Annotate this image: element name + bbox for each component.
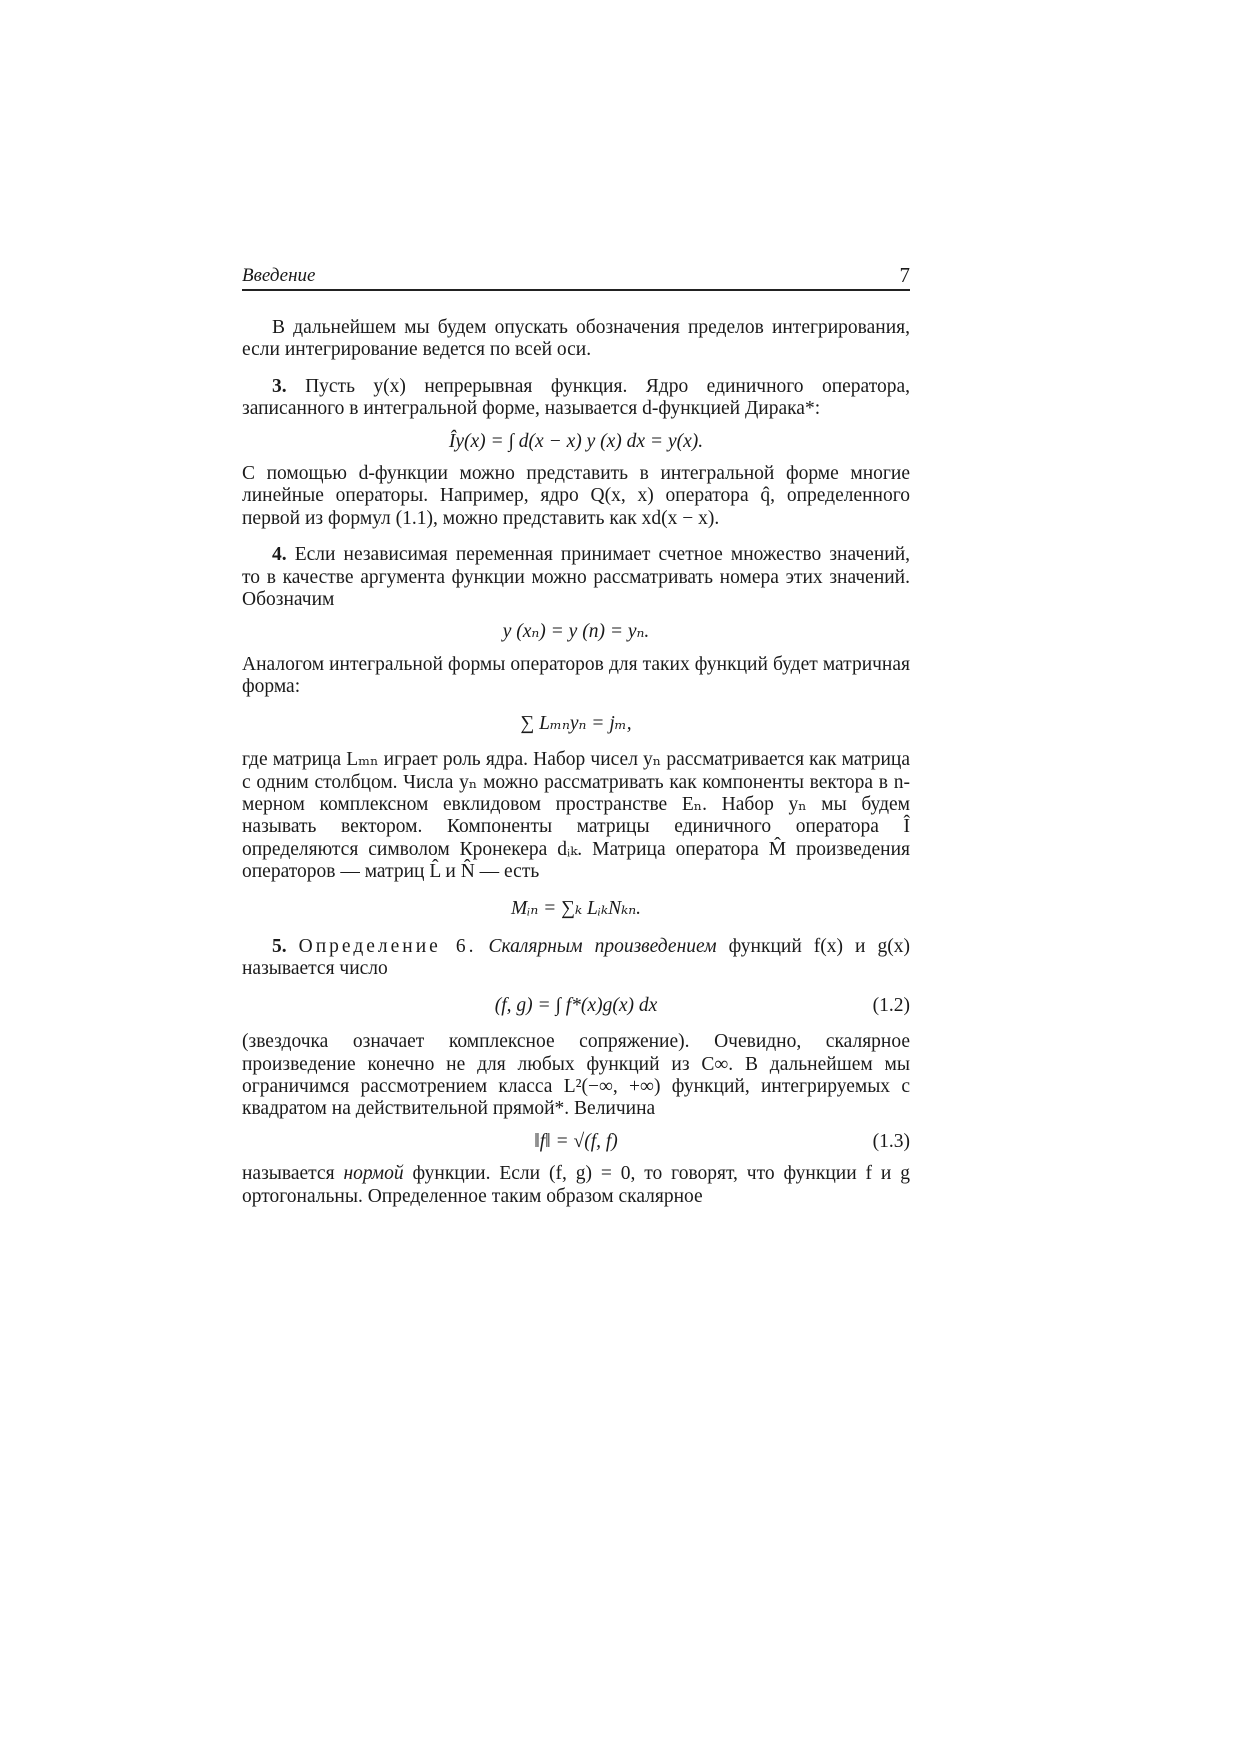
item-number: 5. (272, 935, 287, 957)
paragraph-text: функций f(x) и g(x) называется число (242, 935, 910, 980)
equation-number: (1.3) (872, 1130, 910, 1152)
paragraph: В дальнейшем мы будем опускать обозначения пределов интегрирования, если интегрирование ведется по всей оси. (242, 317, 910, 361)
equation-body: ‖f‖ = √(f, f) (534, 1130, 618, 1152)
paragraph: С помощью d-функции можно представить в интегральной форме многие линейные операторы. Например, ядро Q(x, x) оператора q̂, определенного первой из формул (1.1), можно представить как xd(x − x). (242, 463, 910, 529)
definition-label: Определение 6. (298, 935, 477, 957)
paragraph: (звездочка означает комплексное сопряжение). Очевидно, скалярное произведение конечно не для любых функций из C∞. В дальнейшем мы ограничимся рассмотрением класса L²(−∞, +∞) функций, интегрируемых с квадратом на действительной прямой*. Величина (242, 1031, 910, 1120)
running-header (242, 263, 910, 291)
equation-number: (1.2) (872, 994, 910, 1016)
paragraph (242, 544, 910, 611)
paragraph (242, 1163, 910, 1208)
paragraph (242, 936, 910, 981)
defined-term: Скалярным произведением (488, 935, 717, 957)
equation: ∑ Lₘₙyₙ = jₘ, (520, 712, 632, 734)
paragraph: где матрица Lₘₙ играет роль ядра. Набор чисел yₙ рассматривается как матрица с одним столбцом. Числа yₙ можно рассматривать как компоненты вектора в n-мерном комплексном евклидовом пространстве Eₙ. Набор yₙ мы будем называть вектором. Компоненты матрицы единичного оператора Î определяются символом Кронекера dᵢₖ. Матрица оператора M̂ произведения операторов — матриц L̂ и N̂ — есть (242, 749, 910, 883)
equation: Mᵢₙ = ∑ₖ LᵢₖNₖₙ. (511, 897, 641, 919)
paragraph-text: Если независимая переменная принимает счетное множество значений, то в качестве аргумента функции можно рассматривать номера этих значений. Обозначим (242, 544, 910, 611)
chapter-title: Введение (242, 265, 316, 286)
paragraph (242, 376, 910, 421)
page-number: 7 (899, 263, 910, 287)
equation: Îy(x) = ∫ d(x − x) y (x) dx = y(x). (448, 430, 704, 452)
defined-term: нормой (343, 1163, 404, 1185)
paragraph-text: функции. Если (f, g) = 0, то говорят, что функции f и g ортогональны. Определенное таким образом скалярное (242, 1163, 910, 1207)
item-number: 3. (272, 375, 287, 397)
equation: y (xₙ) = y (n) = yₙ. (502, 621, 650, 643)
page-body (242, 317, 910, 1208)
paragraph-text: называется (242, 1163, 335, 1185)
item-number: 4. (272, 544, 287, 566)
paragraph: Аналогом интегральной формы операторов для таких функций будет матричная форма: (242, 653, 910, 698)
numbered-equation (242, 1131, 910, 1153)
equation-body: (f, g) = ∫ f*(x)g(x) dx (494, 994, 658, 1016)
numbered-equation (242, 995, 910, 1017)
paragraph-text: Пусть y(x) непрерывная функция. Ядро единичного оператора, записанного в интегральной форме, называется d-функцией Дирака*: (242, 375, 910, 420)
